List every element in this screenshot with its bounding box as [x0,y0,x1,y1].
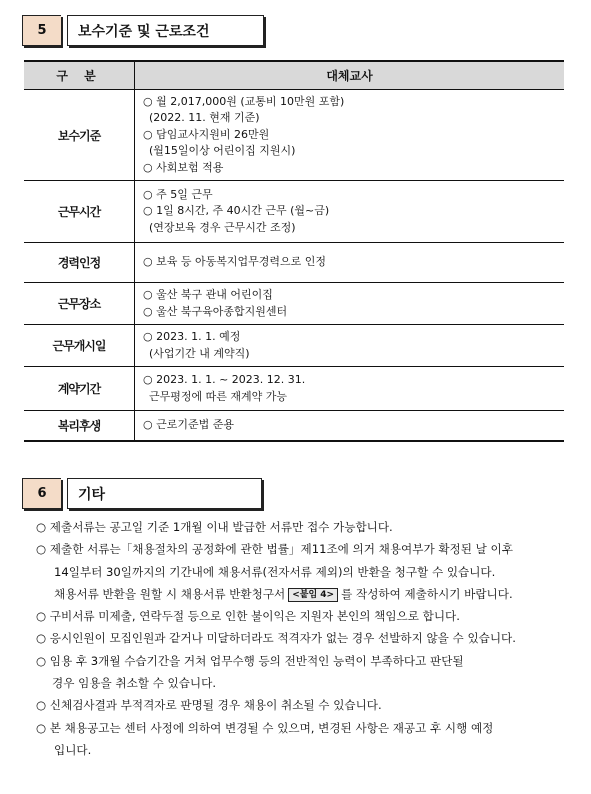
row-line: ○ 사회보험 적용 [143,160,224,174]
row-line: (사업기간 내 계약직) [149,346,250,360]
section-5-header [22,15,264,48]
row-content-career [135,243,565,283]
row-line: ○ 근로기준법 준용 [143,418,234,431]
row-line: 근무평정에 따른 재계약 가능 [149,389,288,403]
header-category: 구 분 [24,61,135,90]
row-label-welfare: 복리후생 [24,411,135,441]
attachment-badge: <붙임 4> [288,588,338,602]
table-row [24,283,564,325]
row-label-contract-period: 계약기간 [24,367,135,411]
row-line: ○ 보육 등 아동복지업무경력으로 인정 [143,255,326,269]
section-6-number: 6 [22,478,61,509]
row-label-location: 근무장소 [24,283,135,325]
row-content-start-date [135,325,565,367]
row-content-contract-period [135,367,565,411]
row-line: ○ 울산 북구 관내 어린이집 [143,288,273,301]
table-header-row [24,61,564,90]
note-item: ○ 본 채용공고는 센터 사정에 의하여 변경될 수 있으며, 변경된 사항은 재공고 후 시행 예정 [36,720,494,735]
conditions-table [24,60,564,442]
table-row [24,411,564,441]
row-line: ○ 울산 북구육아종합지원센터 [143,304,288,318]
row-line: (월15일이상 어린이집 지원시) [149,144,296,158]
note-item-continued: 입니다. [54,742,92,757]
row-line: (연장보육 경우 근무시간 조정) [149,220,296,234]
note-text: 채용서류 반환을 원할 시 채용서류 반환청구서 [54,586,286,601]
table-row [24,181,564,243]
row-line: ○ 주 5일 근무 [143,187,213,201]
note-item: ○ 제출한 서류는「채용절차의 공정화에 관한 법률」제11조에 의거 채용여부가 확정된 날 이후 [36,542,513,557]
row-label-pay: 보수기준 [24,90,135,181]
row-label-start-date: 근무개시일 [24,325,135,367]
notes-list [36,516,576,761]
row-line: ○ 2023. 1. 1. ~ 2023. 12. 31. [143,373,306,386]
row-label-career: 경력인정 [24,243,135,283]
row-content-location [135,283,565,325]
row-line: ○ 월 2,017,000원 (교통비 10만원 포함) [143,94,345,108]
section-5-title: 보수기준 및 근로조건 [67,15,264,46]
note-item: ○ 응시인원이 모집인원과 같거나 미달하더라도 적격자가 없는 경우 선발하지 않을 수 있습니다. [36,631,516,646]
header-substitute-teacher: 대체교사 [135,61,565,90]
section-5-number: 5 [22,15,61,46]
note-text: 를 작성하여 제출하시기 바랍니다. [341,586,513,601]
table-row [24,243,564,283]
table-row [24,325,564,367]
row-content-welfare [135,411,565,441]
row-line: (2022. 11. 현재 기준) [149,111,260,125]
table-row [24,90,564,181]
table-row [24,367,564,411]
row-line: ○ 담임교사지원비 26만원 [143,127,270,141]
row-content-hours [135,181,565,243]
note-item-continued: 경우 임용을 취소할 수 있습니다. [52,676,217,691]
section-6-header [22,478,262,511]
row-line: ○ 2023. 1. 1. 예정 [143,330,241,343]
section-6-title: 기타 [67,478,262,509]
row-line: ○ 1일 8시간, 주 40시간 근무 (월~금) [143,204,330,218]
note-item-continued [36,583,576,605]
note-item: ○ 제출서류는 공고일 기준 1개월 이내 발급한 서류만 접수 가능합니다. [36,520,393,534]
note-item: ○ 구비서류 미제출, 연락두절 등으로 인한 불이익은 지원자 본인의 책임으로 합니다. [36,609,460,624]
note-item: ○ 신체검사결과 부적격자로 판명될 경우 채용이 취소될 수 있습니다. [36,698,382,713]
row-label-hours: 근무시간 [24,181,135,243]
note-item-continued: 14일부터 30일까지의 기간내에 채용서류(전자서류 제외)의 반환을 청구할 수 있습니다. [54,564,496,579]
row-content-pay [135,90,565,181]
note-item: ○ 임용 후 3개월 수습기간을 거쳐 업무수행 등의 전반적인 능력이 부족하다고 판단될 [36,653,464,668]
